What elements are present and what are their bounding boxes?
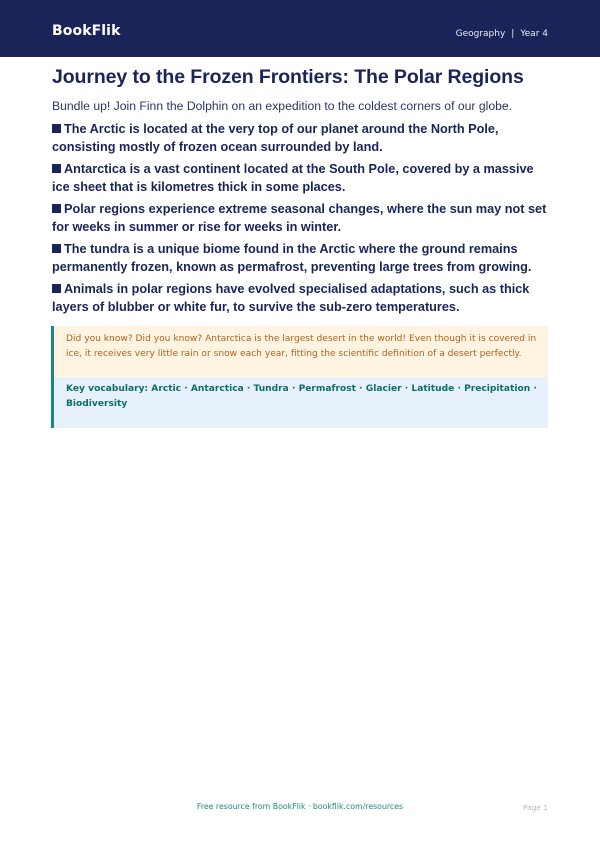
- list-item: [52, 121, 552, 156]
- fact-list: [52, 121, 552, 321]
- key-vocabulary-box: Key vocabulary: Arctic · Antarctica · Tundra · Permafrost · Glacier · Latitude · Precipitation · Biodiversity: [54, 377, 548, 428]
- brand-logo[interactable]: BookFlik: [52, 23, 121, 39]
- info-callout: [51, 326, 548, 428]
- list-item-text: Polar regions experience extreme seasonal changes, where the sun may not set for weeks in summer or rise for weeks in winter.: [52, 202, 547, 234]
- footer-resource-link[interactable]: Free resource from BookFlik · bookflik.com/resources: [196, 802, 404, 811]
- list-item: [52, 161, 552, 196]
- square-bullet-icon: [52, 124, 61, 133]
- page-title: Journey to the Frozen Frontiers: The Polar Regions: [52, 66, 524, 88]
- header-meta: [456, 29, 548, 39]
- list-item-text: The Arctic is located at the very top of our planet around the North Pole, consisting mostly of frozen ocean surrounded by land.: [52, 122, 499, 154]
- square-bullet-icon: [52, 284, 61, 293]
- meta-separator: |: [511, 29, 515, 39]
- square-bullet-icon: [52, 164, 61, 173]
- did-you-know-box: Did you know? Did you know? Antarctica is the largest desert in the world! Even though it is covered in ice, it receives very little rain or snow each year, fitting the scientific definition of a desert perfectly.: [54, 326, 548, 377]
- subject-label: Geography: [455, 29, 506, 39]
- list-item: [52, 281, 552, 316]
- intro-text: Bundle up! Join Finn the Dolphin on an expedition to the coldest corners of our globe.: [52, 99, 513, 113]
- page-number: Page 1: [523, 803, 548, 812]
- list-item: [52, 241, 552, 276]
- square-bullet-icon: [52, 244, 61, 253]
- list-item: [52, 201, 552, 236]
- square-bullet-icon: [52, 204, 61, 213]
- year-label: Year 4: [520, 29, 548, 39]
- list-item-text: Antarctica is a vast continent located at the South Pole, covered by a massive ice sheet that is kilometres thick in some places.: [52, 162, 534, 194]
- page-header: [0, 0, 600, 57]
- list-item-text: Animals in polar regions have evolved specialised adaptations, such as thick layers of blubber or white fur, to survive the sub-zero temperatures.: [52, 282, 530, 314]
- list-item-text: The tundra is a unique biome found in the Arctic where the ground remains permanently frozen, known as permafrost, preventing large trees from growing.: [52, 242, 532, 274]
